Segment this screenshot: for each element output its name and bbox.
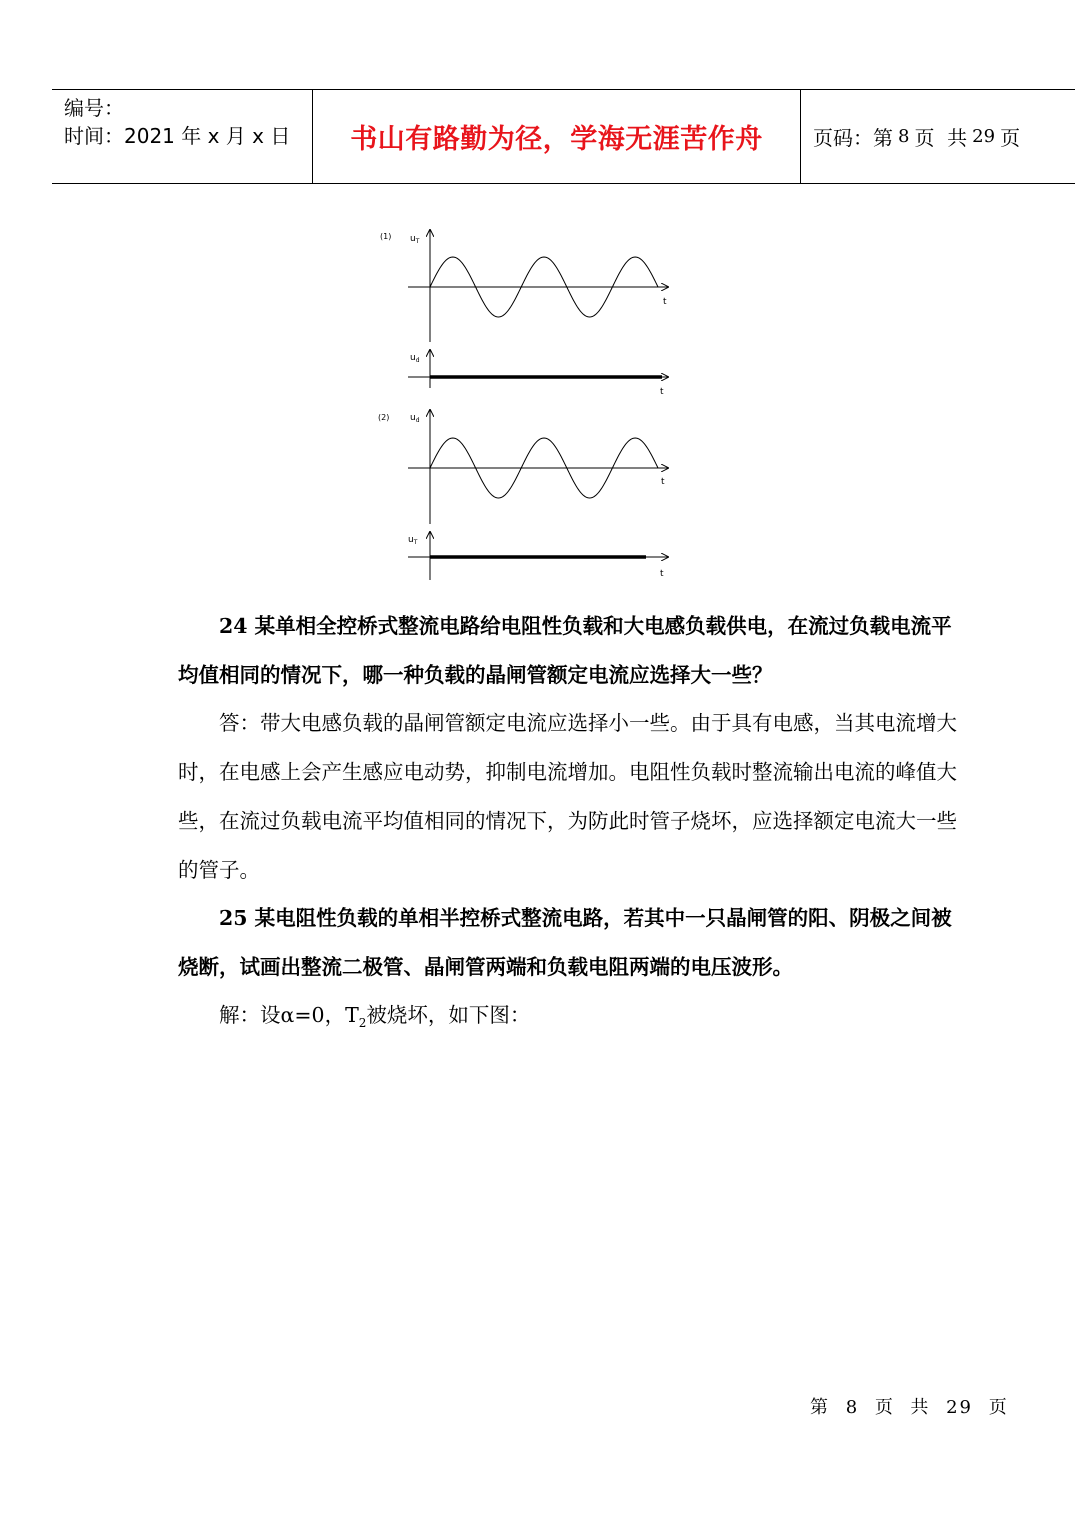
- header-page-mid: 页 共: [914, 126, 968, 150]
- panel-2-label: (2): [378, 413, 390, 422]
- answer-24: [178, 699, 958, 895]
- document-time-label: 时间：2021 年 x 月 x 日: [64, 124, 291, 148]
- waveform-figure: [370, 222, 690, 592]
- answer-24-text: 答：带大电感负载的晶闸管额定电流应选择小一些。由于具有电感，当其电流增大时，在电感上会产生感应电动势，抑制电流增加。电阻性负载时整流输出电流的峰值大些，在流过负载电流平均值相同的情况下，为防此时管子烧坏，应选择额定电流大一些的管子。: [178, 711, 957, 882]
- waveform-diagram: [370, 222, 690, 592]
- panel-2-t-label: t: [661, 477, 665, 487]
- panel-1b-t-label: t: [660, 387, 664, 397]
- panel-1-t-label: t: [663, 297, 667, 307]
- page-footer: [806, 1393, 1013, 1419]
- panel-2-uT-label: $u_T$: [408, 535, 418, 546]
- footer-suffix: 页: [988, 1397, 1009, 1418]
- header-motto: 书山有路勤为径，学海无涯苦作舟: [350, 124, 763, 155]
- page-header: [52, 89, 1075, 184]
- question-25-text: 25 某电阻性负载的单相半控桥式整流电路，若其中一只晶闸管的阳、阴极之间被烧断，试画出整流二极管、晶闸管两端和负载电阻两端的电压波形。: [178, 906, 952, 979]
- header-page-cell: [801, 90, 1075, 183]
- question-24-text: 24 某单相全控桥式整流电路给电阻性负载和大电感负载供电，在流过负载电流平均值相同的情况下，哪一种负载的晶闸管额定电流应选择大一些？: [178, 614, 952, 687]
- answer-25-text: [178, 991, 958, 1048]
- header-motto-cell: [313, 90, 801, 183]
- question-25: [178, 894, 958, 992]
- panel-2b-t-label: t: [660, 569, 664, 579]
- answer-25-prefix: 解：设α=0，T: [219, 1003, 359, 1027]
- answer-25-subscript: 2: [358, 1016, 367, 1030]
- footer-mid: 页 共: [874, 1397, 931, 1418]
- document-number-label: 编号：: [64, 96, 124, 120]
- answer-25-suffix: 被烧坏，如下图：: [366, 1003, 531, 1027]
- header-meta-cell: [52, 90, 313, 183]
- header-page-suffix: 页: [1000, 126, 1021, 150]
- question-24: [178, 602, 958, 700]
- footer-total: 29: [946, 1397, 974, 1418]
- panel-1-uT-label: $u_T$: [410, 234, 420, 245]
- header-page-total: 29: [972, 126, 996, 147]
- panel-2-ud-label: $u_d$: [410, 413, 420, 424]
- answer-25: [178, 991, 958, 1048]
- header-page-current: 8: [898, 126, 910, 147]
- header-page-prefix: 页码：第: [813, 126, 893, 150]
- panel-1-ud-label: $u_d$: [410, 353, 420, 364]
- panel-1-label: (1): [380, 232, 392, 241]
- footer-prefix: 第: [810, 1397, 830, 1418]
- footer-current: 8: [845, 1397, 860, 1418]
